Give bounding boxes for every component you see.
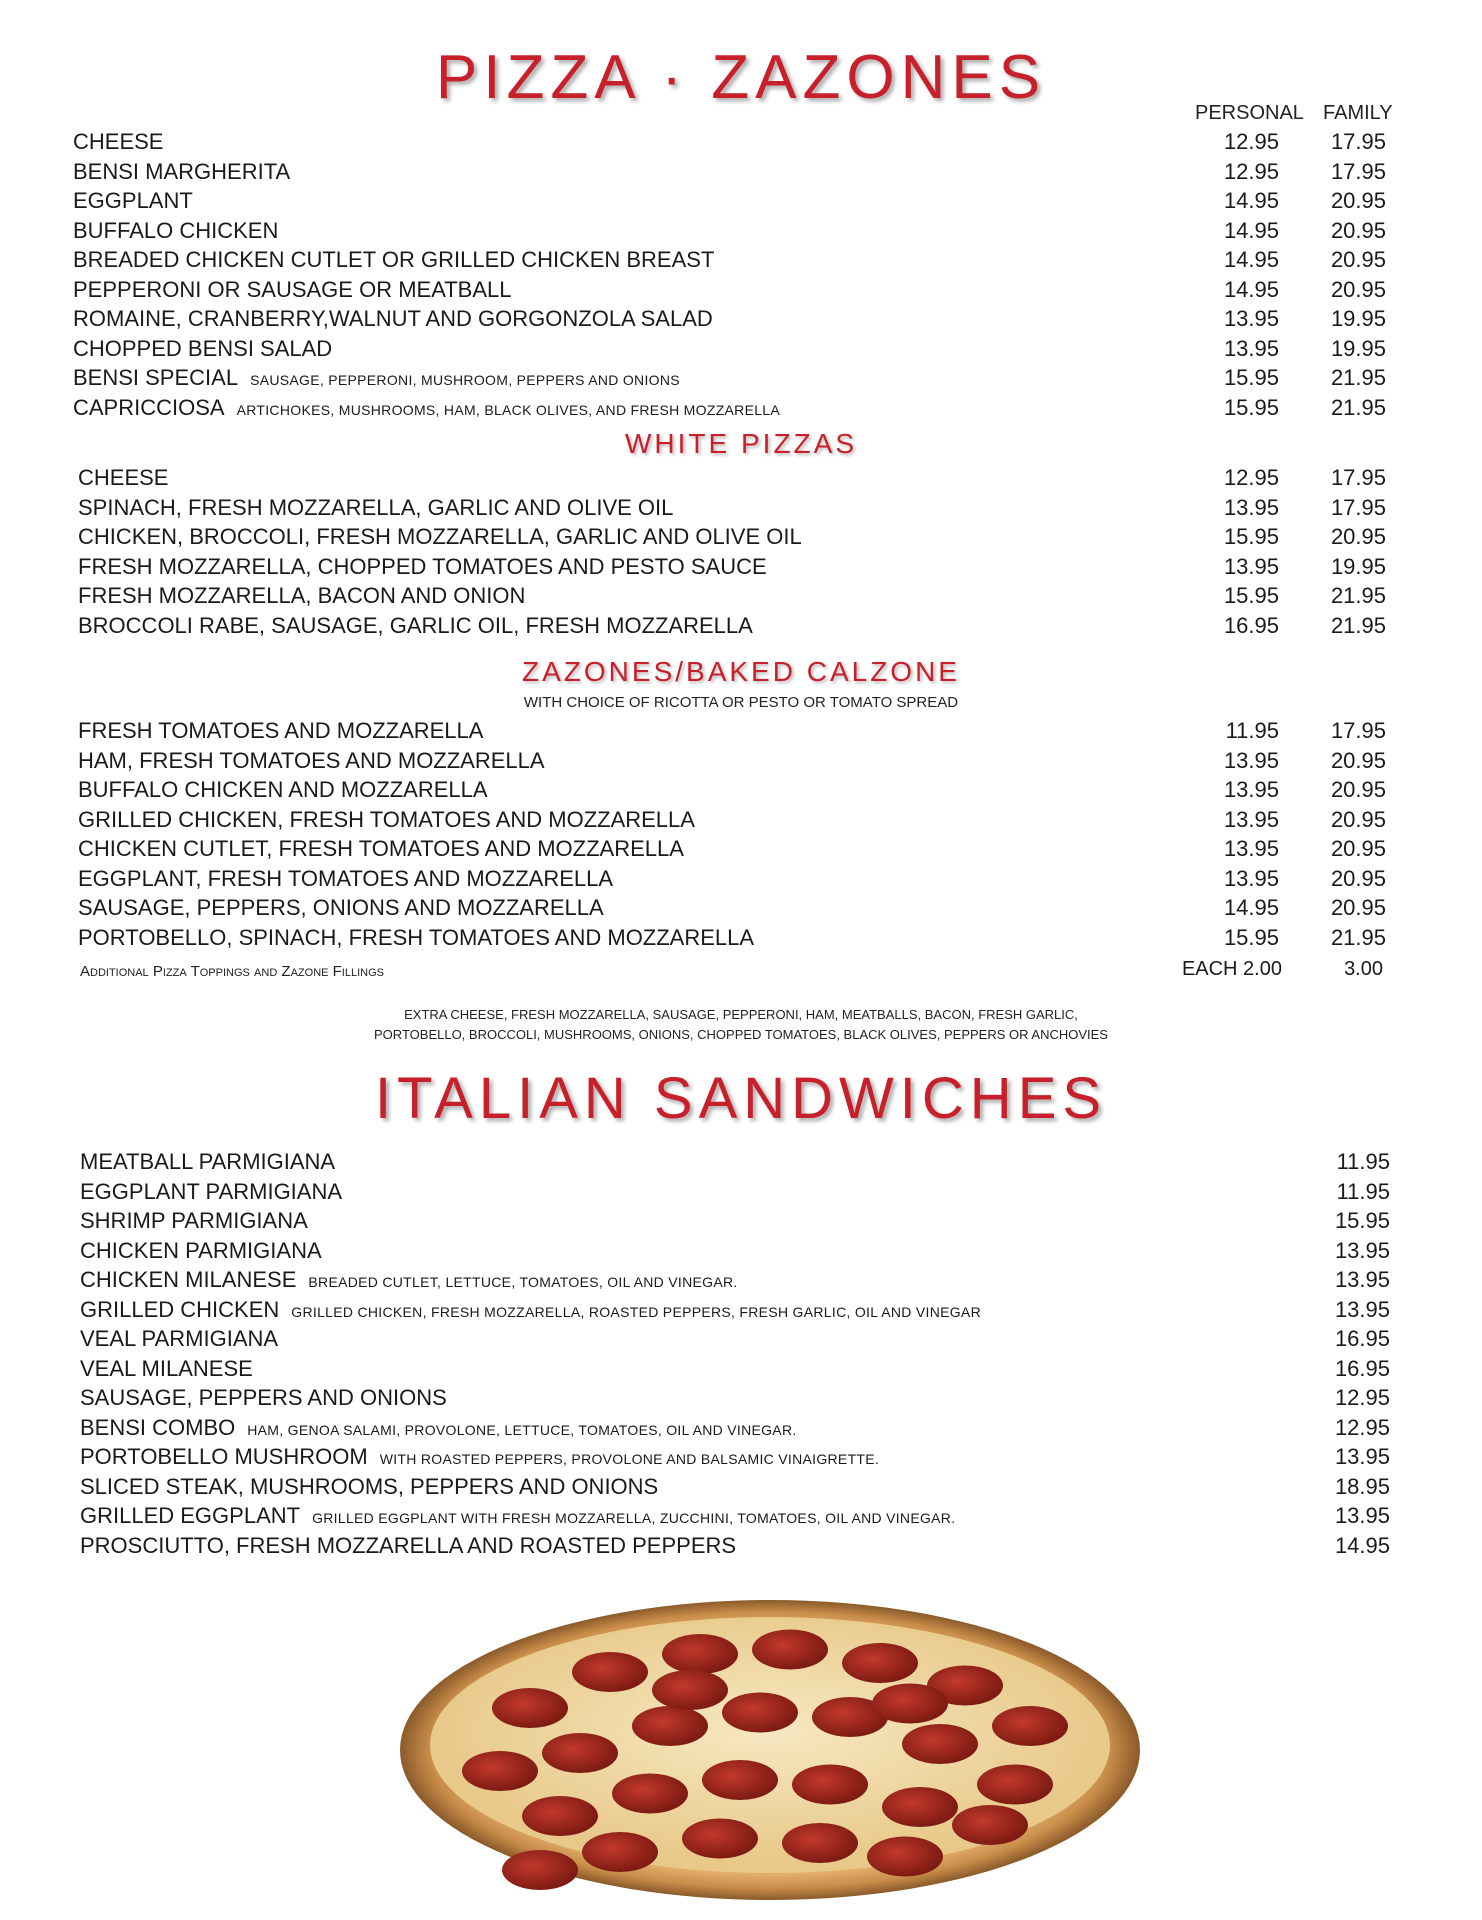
white-pizzas-title: WHITE PIZZAS — [625, 428, 857, 459]
menu-item-row — [0, 716, 1482, 746]
item-name: FRESH TOMATOES AND MOZZARELLA — [78, 718, 484, 743]
zazone-list — [0, 716, 1482, 952]
menu-item-row — [0, 864, 1482, 894]
item-description: GRILLED CHICKEN, FRESH MOZZARELLA, ROASTED PEPPERS, FRESH GARLIC, OIL AND VINEGAR — [291, 1303, 981, 1320]
pepperoni-slice — [572, 1652, 648, 1692]
item-name: ROMAINE, CRANBERRY,WALNUT AND GORGONZOLA SALAD — [73, 306, 713, 331]
price-family: 20.95 — [1330, 524, 1386, 549]
menu-item-row — [0, 157, 1482, 187]
item-description: WITH ROASTED PEPPERS, PROVOLONE AND BALSAMIC VINAIGRETTE. — [379, 1451, 880, 1467]
white-pizza-list — [0, 463, 1482, 640]
price-family: 17.95 — [1330, 129, 1386, 154]
item-name: PROSCIUTTO, FRESH MOZZARELLA AND ROASTED PEPPERS — [80, 1532, 737, 1558]
menu-item-row — [0, 923, 1482, 953]
item-name: SLICED STEAK, MUSHROOMS, PEPPERS AND ONIONS — [80, 1473, 659, 1499]
pepperoni-slice — [462, 1751, 538, 1791]
item-name: CHICKEN, BROCCOLI, FRESH MOZZARELLA, GARLIC AND OLIVE OIL — [78, 524, 802, 549]
item-name: SPINACH, FRESH MOZZARELLA, GARLIC AND OLIVE OIL — [78, 494, 674, 520]
price-family: 19.95 — [1330, 553, 1386, 579]
menu-item-row — [0, 1206, 1482, 1236]
price-personal: 15.95 — [1223, 394, 1279, 420]
item-name: FRESH MOZZARELLA, BACON AND ONION — [78, 583, 526, 608]
item-name: BENSI MARGHERITA — [73, 158, 291, 184]
pepperoni-slice — [652, 1670, 728, 1710]
item-description: GRILLED EGGPLANT WITH FRESH MOZZARELLA, ZUCCHINI, TOMATOES, OIL AND VINEGAR. — [312, 1510, 956, 1526]
menu-item-row — [0, 1472, 1482, 1502]
price-personal: 14.95 — [1223, 276, 1279, 302]
price-family: 20.95 — [1330, 188, 1386, 213]
item-name: PEPPERONI OR SAUSAGE OR MEATBALL — [73, 276, 512, 302]
item-name: FRESH MOZZARELLA, CHOPPED TOMATOES AND PESTO SAUCE — [78, 553, 767, 579]
price-personal: 12.95 — [1223, 129, 1279, 154]
price-family: 20.95 — [1330, 276, 1386, 302]
menu-item-row — [0, 216, 1482, 246]
pepperoni-slice — [882, 1787, 958, 1827]
pepperoni-slice — [492, 1688, 568, 1728]
toppings-line-2: PORTOBELLO, BROCCOLI, MUSHROOMS, ONIONS, CHOPPED TOMATOES, BLACK OLIVES, PEPPERS OR ANCHOVIES — [374, 1027, 1108, 1042]
item-description: HAM, GENOA SALAMI, PROVOLONE, LETTUCE, TOMATOES, OIL AND VINEGAR. — [247, 1421, 797, 1438]
menu-item-row — [0, 834, 1482, 864]
menu-item-row — [0, 893, 1482, 923]
extra-price-personal: EACH 2.00 — [1181, 958, 1282, 980]
menu-item-row — [0, 363, 1482, 393]
price-personal: 13.95 — [1223, 553, 1279, 579]
item-name: GRILLED CHICKEN, FRESH TOMATOES AND MOZZARELLA — [78, 806, 695, 832]
price-personal: 13.95 — [1223, 335, 1279, 361]
pepperoni-slice — [632, 1706, 708, 1746]
price-family: 21.95 — [1330, 394, 1386, 420]
item-name: BUFFALO CHICKEN — [73, 217, 279, 243]
item-name: CHOPPED BENSI SALAD — [73, 335, 333, 361]
price: 14.95 — [1334, 1532, 1390, 1558]
item-name: BENSI SPECIAL SAUSAGE, PEPPERONI, MUSHROOM, PEPPERS AND ONIONS — [73, 365, 680, 390]
menu-item-row — [0, 1354, 1482, 1384]
price-family: 21.95 — [1330, 612, 1386, 638]
item-name: CAPRICCIOSA ARTICHOKES, MUSHROOMS, HAM, BLACK OLIVES, AND FRESH MOZZARELLA — [73, 394, 781, 420]
extra-price-family: 3.00 — [1344, 958, 1383, 980]
price-family: 20.95 — [1330, 895, 1386, 920]
price-personal: 14.95 — [1223, 217, 1279, 243]
price-personal: 13.95 — [1223, 836, 1279, 861]
menu-item-row — [0, 1177, 1482, 1207]
pepperoni-slice — [702, 1760, 778, 1800]
price: 16.95 — [1334, 1326, 1390, 1351]
price-family: 17.95 — [1330, 718, 1386, 743]
price: 11.95 — [1336, 1178, 1390, 1204]
price-personal: 13.95 — [1223, 777, 1279, 802]
menu-item-row — [0, 1236, 1482, 1266]
price-family: 19.95 — [1330, 335, 1386, 361]
item-name: CHICKEN MILANESE BREADED CUTLET, LETTUCE, TOMATOES, OIL AND VINEGAR. — [80, 1267, 738, 1292]
price: 12.95 — [1334, 1414, 1390, 1440]
price: 12.95 — [1334, 1385, 1390, 1410]
item-name: CHICKEN PARMIGIANA — [80, 1237, 322, 1263]
pepperoni-slice — [782, 1823, 858, 1863]
zazones-note: WITH CHOICE OF RICOTTA OR PESTO OR TOMATO SPREAD — [523, 694, 959, 711]
item-name: PORTOBELLO, SPINACH, FRESH TOMATOES AND MOZZARELLA — [78, 924, 755, 950]
item-name: BUFFALO CHICKEN AND MOZZARELLA — [78, 777, 488, 802]
price-family: 21.95 — [1330, 924, 1386, 950]
item-name: PORTOBELLO MUSHROOM WITH ROASTED PEPPERS, PROVOLONE AND BALSAMIC VINAIGRETTE. — [80, 1444, 880, 1469]
toppings-line-1: EXTRA CHEESE, FRESH MOZZARELLA, SAUSAGE, PEPPERONI, HAM, MEATBALLS, BACON, FRESH GARLIC, — [404, 1007, 1078, 1022]
item-name: EGGPLANT PARMIGIANA — [80, 1178, 343, 1204]
menu-item-row — [0, 334, 1482, 364]
price-family: 21.95 — [1330, 583, 1386, 608]
price-personal: 13.95 — [1223, 306, 1279, 331]
pizza-list — [0, 127, 1482, 422]
item-name: CHEESE — [78, 465, 169, 490]
price-family: 20.95 — [1330, 247, 1386, 272]
pepperoni-slice — [902, 1724, 978, 1764]
pepperoni-slice — [792, 1765, 868, 1805]
pepperoni-slice — [952, 1805, 1028, 1845]
menu-item-row — [0, 1295, 1482, 1325]
pepperoni-slice — [582, 1832, 658, 1872]
price-family: 17.95 — [1330, 465, 1386, 490]
extra-toppings-label: Additional Pizza Toppings and Zazone Fillings — [80, 963, 384, 980]
item-name: VEAL PARMIGIANA — [80, 1326, 279, 1351]
price-personal: 12.95 — [1223, 465, 1279, 490]
item-name: SHRIMP PARMIGIANA — [80, 1208, 308, 1233]
price-family: 20.95 — [1330, 777, 1386, 802]
price-family: 21.95 — [1330, 365, 1386, 390]
toppings-list — [0, 1005, 1482, 1045]
italian-sandwiches-title: ITALIAN SANDWICHES — [374, 1066, 1108, 1131]
menu-item-row — [0, 1324, 1482, 1354]
price-personal: 11.95 — [1225, 718, 1279, 743]
price-personal: 14.95 — [1223, 895, 1279, 920]
price-family: 20.95 — [1330, 836, 1386, 861]
price-personal: 14.95 — [1223, 247, 1279, 272]
item-name: HAM, FRESH TOMATOES AND MOZZARELLA — [78, 747, 545, 773]
menu-item-row — [0, 493, 1482, 523]
price: 13.95 — [1334, 1444, 1390, 1469]
pepperoni-slice — [522, 1796, 598, 1836]
price: 13.95 — [1334, 1237, 1390, 1263]
price-family: 17.95 — [1330, 158, 1386, 184]
price: 11.95 — [1336, 1149, 1390, 1174]
item-name: EGGPLANT — [73, 188, 193, 213]
menu-item-row — [0, 1383, 1482, 1413]
menu-item-row — [0, 304, 1482, 334]
menu-item-row — [0, 1265, 1482, 1295]
menu-item-row — [0, 1442, 1482, 1472]
pepperoni-slice — [992, 1706, 1068, 1746]
item-name: MEATBALL PARMIGIANA — [80, 1149, 336, 1174]
menu-item-row — [0, 245, 1482, 275]
zazones-title: ZAZONES/BAKED CALZONE — [522, 656, 960, 687]
menu-item-row — [0, 581, 1482, 611]
price: 13.95 — [1334, 1503, 1390, 1528]
item-name: VEAL MILANESE — [80, 1355, 253, 1381]
pepperoni-slice — [752, 1630, 828, 1670]
item-description: SAUSAGE, PEPPERONI, MUSHROOM, PEPPERS AND ONIONS — [250, 372, 680, 388]
item-description: BREADED CUTLET, LETTUCE, TOMATOES, OIL AND VINEGAR. — [308, 1274, 738, 1290]
price-personal: 15.95 — [1223, 524, 1279, 549]
sandwich-list — [0, 1147, 1482, 1560]
menu-item-row — [0, 186, 1482, 216]
item-name: CHICKEN CUTLET, FRESH TOMATOES AND MOZZARELLA — [78, 836, 684, 861]
price-personal: 14.95 — [1223, 188, 1279, 213]
menu-item-row — [0, 275, 1482, 305]
menu-item-row — [0, 393, 1482, 423]
menu-item-row — [0, 127, 1482, 157]
menu-item-row — [0, 805, 1482, 835]
price-personal: 13.95 — [1223, 806, 1279, 832]
price: 13.95 — [1334, 1267, 1390, 1292]
item-name: BROCCOLI RABE, SAUSAGE, GARLIC OIL, FRESH MOZZARELLA — [78, 612, 753, 638]
column-header-family: FAMILY — [1323, 102, 1393, 124]
price-family: 20.95 — [1330, 217, 1386, 243]
pepperoni-slice — [542, 1733, 618, 1773]
price-family: 20.95 — [1330, 865, 1386, 891]
item-name: CHEESE — [73, 129, 164, 154]
item-name: GRILLED EGGPLANT GRILLED EGGPLANT WITH FRESH MOZZARELLA, ZUCCHINI, TOMATOES, OIL AND VINEGAR. — [80, 1503, 956, 1528]
pepperoni-slice — [612, 1774, 688, 1814]
menu-item-row — [0, 522, 1482, 552]
item-name: SAUSAGE, PEPPERS AND ONIONS — [80, 1385, 447, 1410]
menu-item-row — [0, 611, 1482, 641]
price: 13.95 — [1334, 1296, 1390, 1322]
pizza-zazones-title: PIZZA · ZAZONES — [435, 43, 1047, 112]
item-name: GRILLED CHICKEN GRILLED CHICKEN, FRESH MOZZARELLA, ROASTED PEPPERS, FRESH GARLIC, OIL AND VINEGAR — [80, 1296, 981, 1322]
menu-item-row — [0, 746, 1482, 776]
price-family: 17.95 — [1330, 494, 1386, 520]
price-personal: 12.95 — [1223, 158, 1279, 184]
price: 16.95 — [1334, 1355, 1390, 1381]
pepperoni-slice — [662, 1634, 738, 1674]
item-name: EGGPLANT, FRESH TOMATOES AND MOZZARELLA — [78, 865, 614, 891]
price-personal: 13.95 — [1223, 494, 1279, 520]
pepperoni-slice — [872, 1684, 948, 1724]
menu-item-row — [0, 463, 1482, 493]
pepperoni-slice — [867, 1837, 943, 1877]
item-description: ARTICHOKES, MUSHROOMS, HAM, BLACK OLIVES, AND FRESH MOZZARELLA — [236, 401, 781, 418]
price-personal: 15.95 — [1223, 924, 1279, 950]
item-name: BENSI COMBO HAM, GENOA SALAMI, PROVOLONE, LETTUCE, TOMATOES, OIL AND VINEGAR. — [80, 1414, 797, 1440]
menu-item-row — [0, 775, 1482, 805]
item-name: SAUSAGE, PEPPERS, ONIONS AND MOZZARELLA — [78, 895, 604, 920]
pepperoni-pizza-image — [390, 1580, 1150, 1900]
price-family: 20.95 — [1330, 806, 1386, 832]
pepperoni-slice — [502, 1850, 578, 1890]
price-personal: 13.95 — [1223, 865, 1279, 891]
menu-item-row — [0, 552, 1482, 582]
column-header-personal: PERSONAL — [1195, 102, 1304, 124]
price: 18.95 — [1334, 1473, 1390, 1499]
item-name: BREADED CHICKEN CUTLET OR GRILLED CHICKEN BREAST — [73, 247, 715, 272]
price-personal: 13.95 — [1223, 747, 1279, 773]
menu-item-row — [0, 1531, 1482, 1561]
price-personal: 16.95 — [1223, 612, 1279, 638]
pepperoni-slice — [842, 1643, 918, 1683]
menu-item-row — [0, 1501, 1482, 1531]
pepperoni-slice — [722, 1693, 798, 1733]
menu-item-row — [0, 1147, 1482, 1177]
menu-item-row — [0, 1413, 1482, 1443]
price-personal: 15.95 — [1223, 365, 1279, 390]
price-family: 19.95 — [1330, 306, 1386, 331]
price-personal: 15.95 — [1223, 583, 1279, 608]
pepperoni-slice — [977, 1765, 1053, 1805]
price: 15.95 — [1334, 1208, 1390, 1233]
pepperoni-slice — [682, 1819, 758, 1859]
price-family: 20.95 — [1330, 747, 1386, 773]
